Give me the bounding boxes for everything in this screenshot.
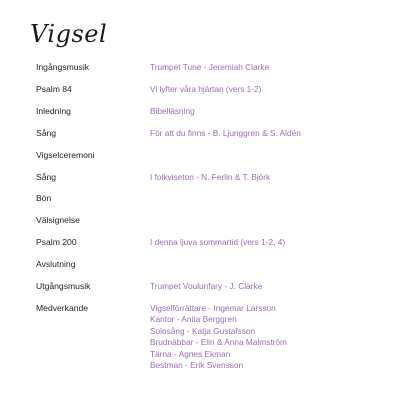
credit-line: Bestman - Erik Svensson <box>150 360 244 371</box>
credit-line: Tärna - Agnes Ekman <box>150 348 231 359</box>
program-row <box>0 193 411 205</box>
program-item-label: Psalm 200 <box>36 237 77 248</box>
credit-line: Brudnäbbar - Elin & Anna Malmström <box>150 337 287 348</box>
program-item-value: I folkviseton - N. Ferlin & T. Björk <box>150 171 271 182</box>
program-row <box>0 84 411 96</box>
program-item-label: Psalm 84 <box>36 83 72 94</box>
program-item-value: Trumpet Tune - Jeremiah Clarke <box>150 62 270 72</box>
credits-label: Medverkande <box>36 303 89 313</box>
program-row <box>0 106 411 118</box>
credit-line: Vigselförrättare - Ingemar Larsson <box>150 303 276 313</box>
program-item-value: Vi lyfter våra hjärtan (vers 1-2) <box>150 83 262 94</box>
program-row <box>0 215 411 227</box>
program-row <box>0 259 411 271</box>
credits-list <box>150 303 287 371</box>
program-item-label: Ingångsmusik <box>36 62 90 72</box>
page-title: Vigsel <box>30 20 108 48</box>
program-row <box>0 128 411 140</box>
program-item-value: I denna ljuva sommartid (vers 1-2, 4) <box>150 237 286 248</box>
program-item-value: För att du finns - B. Ljunggren & S. Aldén <box>150 127 301 138</box>
program-item-value: Bibelläsning <box>150 105 195 116</box>
program-item-label: Bön <box>36 193 52 204</box>
program-item-label: Inledning <box>36 105 71 116</box>
program-item-label: Vigselceremoni <box>36 149 95 160</box>
program-row <box>0 172 411 184</box>
program-item-label: Sång <box>36 171 57 182</box>
credit-line: Kantor - Anita Berggren <box>150 314 237 325</box>
program-item-label: Sång <box>36 127 57 138</box>
program-row <box>0 62 411 74</box>
credit-line: Solosång - Katja Gustafsson <box>150 325 256 336</box>
program-item-value: Trumpet Voulunfary - J. Clarke <box>150 281 263 291</box>
program-item-label: Avslutning <box>36 259 76 270</box>
program-row <box>0 281 411 293</box>
program-item-label: Utgångsmusik <box>36 281 91 291</box>
program-row <box>0 150 411 162</box>
program-row <box>0 237 411 249</box>
program-item-label: Välsignelse <box>36 215 80 226</box>
